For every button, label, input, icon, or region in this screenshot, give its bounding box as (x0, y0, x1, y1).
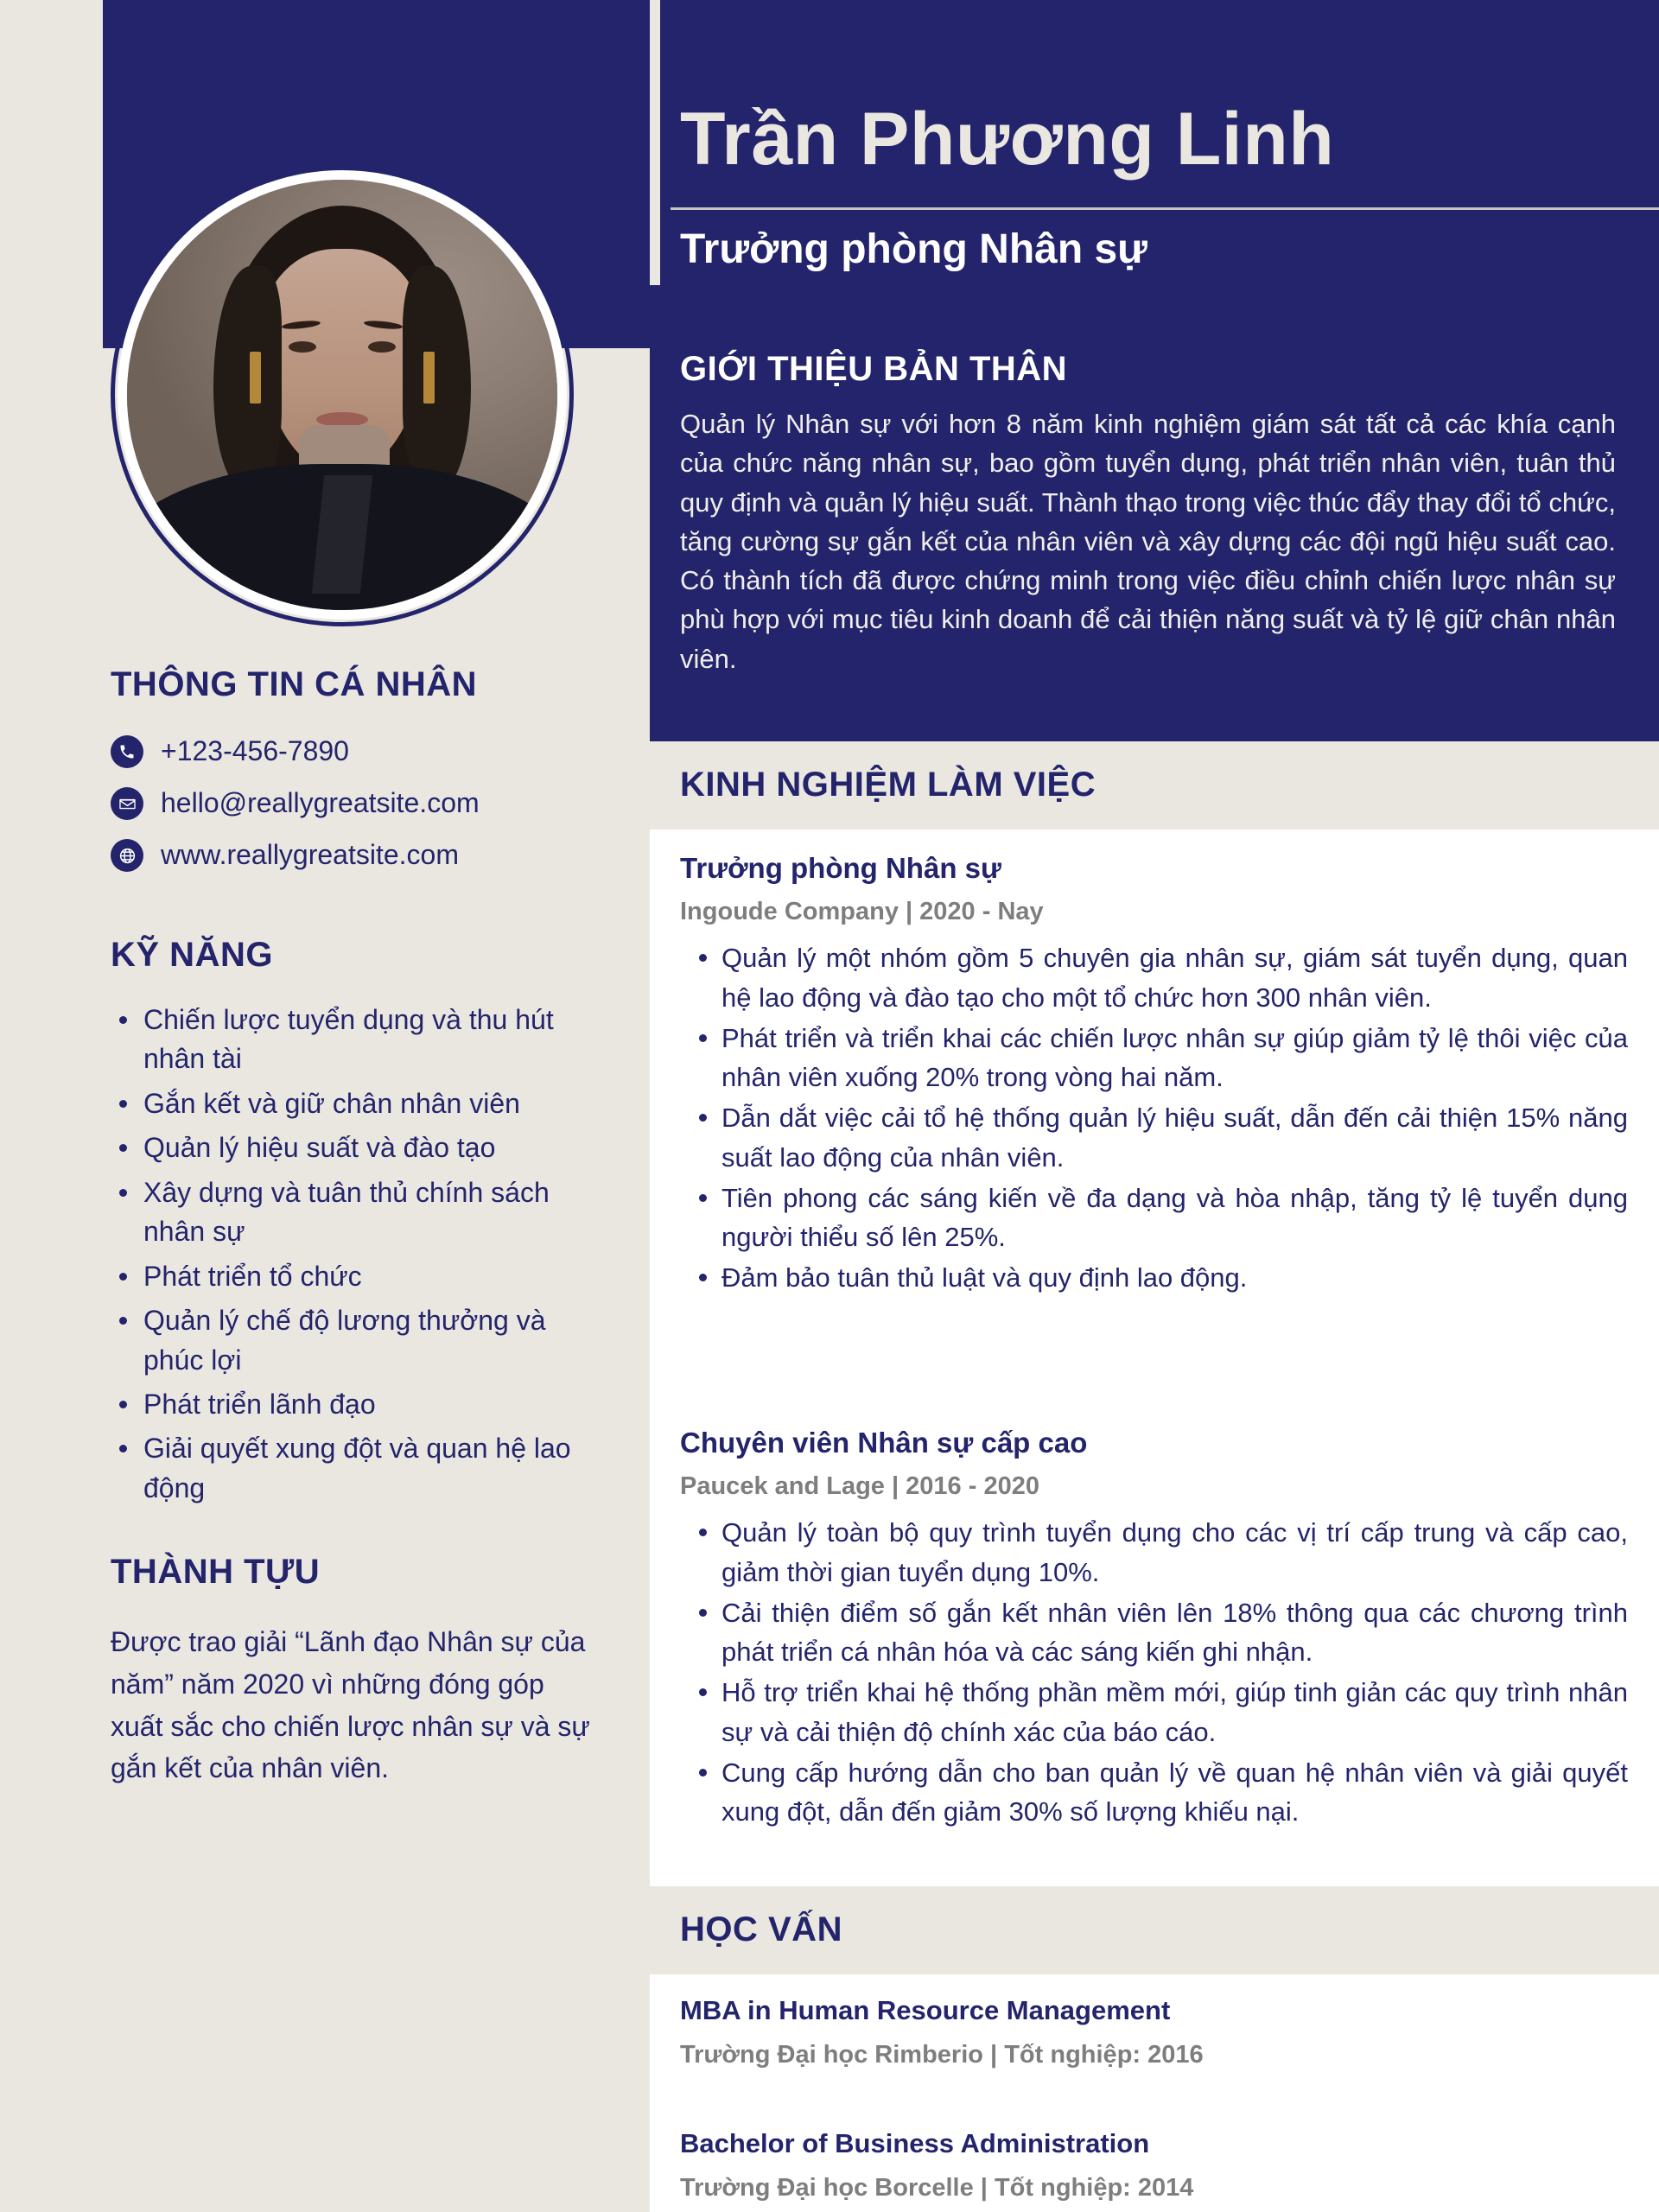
job-title: Trưởng phòng Nhân sự (680, 852, 1001, 884)
skill-item: Xây dựng và tuân thủ chính sách nhân sự (111, 1173, 602, 1252)
about-heading: GIỚI THIỆU BẢN THÂN (680, 350, 1068, 388)
skill-item: Chiến lược tuyển dụng và thu hút nhân tài (111, 1001, 602, 1079)
email-value: hello@reallygreatsite.com (161, 787, 480, 819)
name-divider (671, 207, 1659, 210)
job-meta: Ingoude Company | 2020 - Nay (680, 897, 1044, 925)
job-title: Chuyên viên Nhân sự cấp cao (680, 1427, 1088, 1459)
role-title: Trưởng phòng Nhân sự (680, 226, 1147, 272)
job-bullet: Đảm bảo tuân thủ luật và quy định lao động. (680, 1258, 1628, 1297)
job-bullet: Cải thiện điểm số gắn kết nhân viên lên 18% thông qua các chương trình phát triển cá nhân hóa và các sáng kiến ghi nhận. (680, 1593, 1628, 1672)
education-header-band (650, 1886, 1659, 1974)
contact-item-website[interactable] (111, 839, 602, 872)
achievement-section-heading: THÀNH TỰU (111, 1553, 321, 1592)
job-bullet: Tiên phong các sáng kiến về đa dạng và hòa nhập, tăng tỷ lệ tuyển dụng người thiểu số lên 25%. (680, 1179, 1628, 1257)
phone-icon (111, 735, 143, 768)
job-meta: Paucek and Lage | 2016 - 2020 (680, 1471, 1039, 1500)
skill-item: Quản lý chế độ lương thưởng và phúc lợi (111, 1301, 602, 1380)
skill-item: Quản lý hiệu suất và đào tạo (111, 1128, 602, 1167)
job-bullet: Cung cấp hướng dẫn cho ban quản lý về quan hệ nhân viên và giải quyết xung đột, dẫn đến giảm 30% số lượng khiếu nại. (680, 1753, 1628, 1832)
skill-item: Phát triển lãnh đạo (111, 1385, 602, 1424)
skill-item: Giải quyết xung đột và quan hệ lao động (111, 1429, 602, 1508)
degree-title: Bachelor of Business Administration (680, 2128, 1150, 2158)
job-bullet: Quản lý toàn bộ quy trình tuyển dụng cho các vị trí cấp trung và cấp cao, giảm thời gian tuyển dụng 10%. (680, 1513, 1628, 1592)
job-bullet: Quản lý một nhóm gồm 5 chuyên gia nhân sự, giám sát tuyển dụng, quan hệ lao động và đào tạo cho một tổ chức hơn 300 nhân viên. (680, 938, 1628, 1017)
degree-school: Trường Đại học Rimberio | Tốt nghiệp: 2016 (680, 2041, 1204, 2069)
degree-title: MBA in Human Resource Management (680, 1995, 1171, 2025)
email-icon (111, 787, 143, 820)
role-accent-bar (650, 214, 660, 285)
experience-heading: KINH NGHIỆM LÀM VIỆC (680, 766, 1096, 804)
website-value: www.reallygreatsite.com (161, 839, 459, 871)
globe-icon (111, 839, 143, 872)
degree-school: Trường Đại học Borcelle | Tốt nghiệp: 2014 (680, 2174, 1194, 2202)
page-title: Trần Phương Linh (680, 98, 1335, 181)
education-heading: HỌC VẤN (680, 1910, 842, 1948)
experience-header-band (650, 741, 1659, 830)
experience-entry (680, 851, 1628, 1300)
job-bullet-list (680, 938, 1628, 1297)
achievement-text: Được trao giải “Lãnh đạo Nhân sự của năm” năm 2020 vì những đóng góp xuất sắc cho chiến lược nhân sự và sự gắn kết của nhân viên. (111, 1626, 590, 1784)
skills-section-heading: KỸ NĂNG (111, 936, 273, 974)
contact-item-email[interactable] (111, 787, 602, 820)
skill-item: Gắn kết và giữ chân nhân viên (111, 1084, 602, 1123)
about-text: Quản lý Nhân sự với hơn 8 năm kinh nghiệm giám sát tất cả các khía cạnh của chức năng nhân sự, bao gồm tuyển dụng, phát triển nhân viên, tuân thủ quy định và quản lý hiệu suất. Thành thạo trong việc thúc đẩy thay đổi tổ chức, tăng cường sự gắn kết của nhân viên và xây dựng các đội ngũ hiệu suất cao. Có thành tích đã được chứng minh trong việc điều chỉnh chiến lược nhân sự phù hợp với mục tiêu kinh doanh để cải thiện năng suất và tỷ lệ giữ chân nhân viên. (680, 409, 1616, 674)
contact-list (111, 735, 602, 872)
job-bullet: Dẫn dắt việc cải tổ hệ thống quản lý hiệu suất, dẫn đến cải thiện 15% năng suất lao động của nhân viên. (680, 1098, 1628, 1177)
job-bullet: Hỗ trợ triển khai hệ thống phần mềm mới, giúp tinh giản các quy trình nhân sự và cải thiện độ chính xác của báo cáo. (680, 1673, 1628, 1751)
about-section (650, 285, 1659, 741)
contact-item-phone[interactable] (111, 735, 602, 768)
experience-entry (680, 1426, 1628, 1833)
skill-item: Phát triển tổ chức (111, 1257, 602, 1296)
skills-list (111, 1001, 602, 1508)
education-entry (680, 2127, 1628, 2203)
job-bullet-list (680, 1513, 1628, 1831)
name-band (650, 0, 1659, 232)
role-band (650, 214, 1659, 285)
phone-value: +123-456-7890 (161, 735, 349, 767)
sidebar (0, 0, 650, 1789)
contact-section-heading: THÔNG TIN CÁ NHÂN (111, 665, 478, 703)
name-accent-bar (650, 0, 660, 232)
job-bullet: Phát triển và triển khai các chiến lược nhân sự giúp giảm tỷ lệ thôi việc của nhân viên xuống 20% trong vòng hai năm. (680, 1019, 1628, 1097)
education-entry (680, 1994, 1628, 2070)
